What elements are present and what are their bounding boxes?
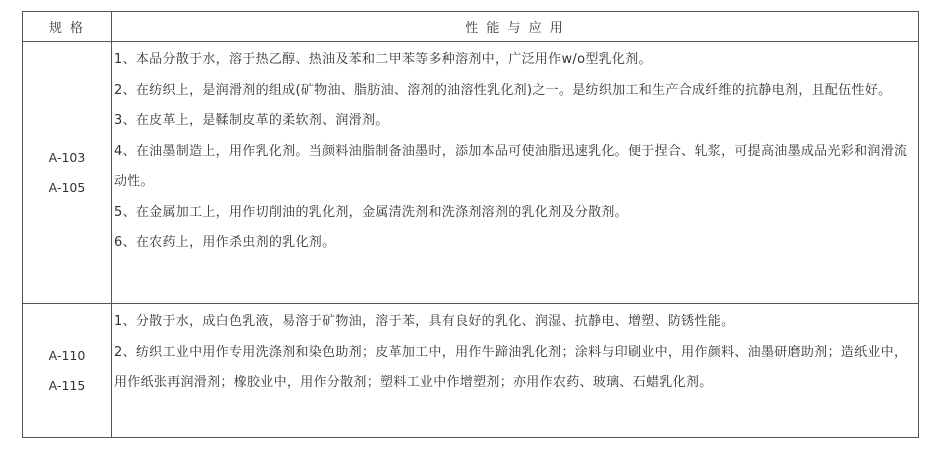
table-row [23, 42, 919, 304]
performance-item: 1、本品分散于水，溶于热乙醇、热油及苯和二甲苯等多种溶剂中，广泛用作w/o型乳化剂。 [114, 52, 652, 67]
performance-item: 1、分散于水，成白色乳液，易溶于矿物油，溶于苯，具有良好的乳化、润湿、抗静电、增塑、防锈性能。 [114, 314, 735, 329]
spec-cell [23, 42, 112, 304]
performance-cell [112, 42, 919, 304]
performance-item: 5、在金属加工上，用作切削油的乳化剂，金属清洗剂和洗涤剂溶剂的乳化剂及分散剂。 [114, 204, 628, 220]
spec-code: A-110 [48, 347, 86, 363]
spec-code: A-105 [48, 179, 86, 195]
spec-performance-table [22, 11, 919, 438]
header-spec: 规 格 [23, 12, 112, 42]
spec-cell [23, 304, 112, 438]
spec-code: A-103 [48, 149, 86, 165]
table-row [23, 304, 919, 438]
header-performance: 性 能 与 应 用 [112, 12, 919, 42]
performance-item: 4、在油墨制造上，用作乳化剂。当颜料油脂制备油墨时，添加本品可使油脂迅速乳化。便于捏合、轧浆，可提高油墨成品光彩和润滑流动性。 [114, 143, 908, 189]
performance-item: 6、在农药上，用作杀虫剂的乳化剂。 [114, 235, 336, 250]
performance-cell [112, 304, 919, 438]
spec-code: A-115 [48, 377, 86, 393]
performance-item: 3、在皮革上，是鞣制皮革的柔软剂、润滑剂。 [114, 113, 389, 128]
performance-item: 2、纺织工业中用作专用洗涤剂和染色助剂；皮革加工中，用作牛蹄油乳化剂；涂料与印刷业中，用作颜料、油墨研磨助剂；造纸业中，用作纸张再润滑剂；橡胶业中，用作分散剂；塑料工业中作增塑剂；亦用作农药、玻璃、石蜡乳化剂。 [114, 344, 908, 390]
performance-item: 2、在纺织上，是润滑剂的组成(矿物油、脂肪油、溶剂的油溶性乳化剂)之一。是纺织加工和生产合成纤维的抗静电剂，且配伍性好。 [114, 82, 892, 98]
header-row [23, 12, 919, 42]
